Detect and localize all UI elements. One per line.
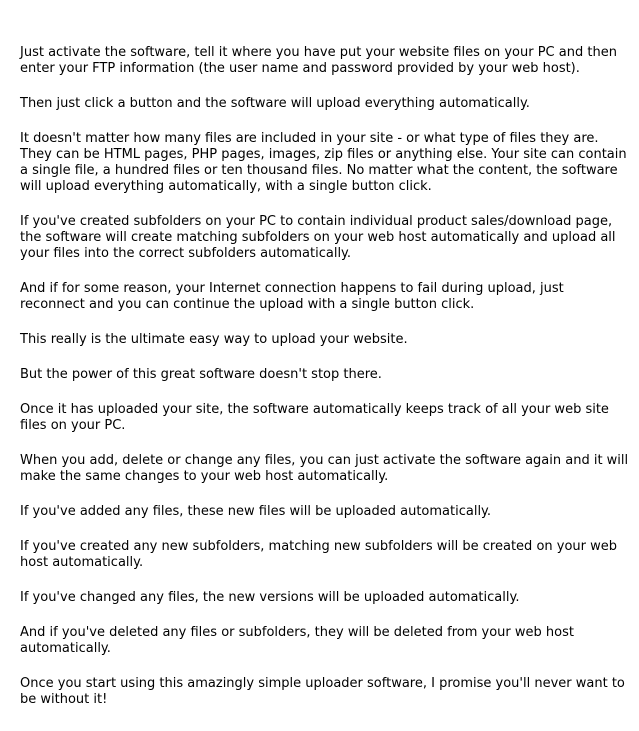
paragraph-reconnect: And if for some reason, your Internet connection happens to fail during upload, just reconnect and you can continue the upload with a single button click. <box>20 281 564 312</box>
paragraph-new-subfolders: If you've created any new subfolders, matching new subfolders will be created on your web host automatically. <box>20 539 618 570</box>
paragraph-closing-promise: Once you start using this amazingly simple uploader software, I promise you'll never want to be without it! <box>20 676 625 707</box>
paragraph-keeps-track: Once it has uploaded your site, the software automatically keeps track of all your web site files on your PC. <box>20 402 609 433</box>
paragraph-subfolders: If you've created subfolders on your PC to contain individual product sales/download page, the software will create matching subfolders on your web host automatically and upload all your files into the correct subfolders automatically. <box>20 214 616 261</box>
paragraph-activate: Just activate the software, tell it where you have put your website files on your PC and then enter your FTP information (the user name and password provided by your web host). <box>20 45 617 76</box>
paragraph-power: But the power of this great software doesn't stop there. <box>20 367 382 382</box>
paragraph-easy-way: This really is the ultimate easy way to upload your website. <box>20 332 408 347</box>
paragraph-file-count: It doesn't matter how many files are included in your site - or what type of files they are. They can be HTML pages, PHP pages, images, zip files or anything else. Your site can contain a single file, a hundred files or ten thousand files. No matter what the content, the software will upload everything automatically, with a single button click. <box>20 131 627 194</box>
paragraph-same-changes: When you add, delete or change any files, you can just activate the software again and it will make the same changes to your web host automatically. <box>20 453 629 484</box>
paragraph-click-button: Then just click a button and the software will upload everything automatically. <box>20 96 530 111</box>
article-body <box>20 45 632 727</box>
paragraph-deleted-files: And if you've deleted any files or subfolders, they will be deleted from your web host automatically. <box>20 625 574 656</box>
paragraph-added-files: If you've added any files, these new files will be uploaded automatically. <box>20 504 492 519</box>
paragraph-changed-files: If you've changed any files, the new versions will be uploaded automatically. <box>20 590 520 605</box>
